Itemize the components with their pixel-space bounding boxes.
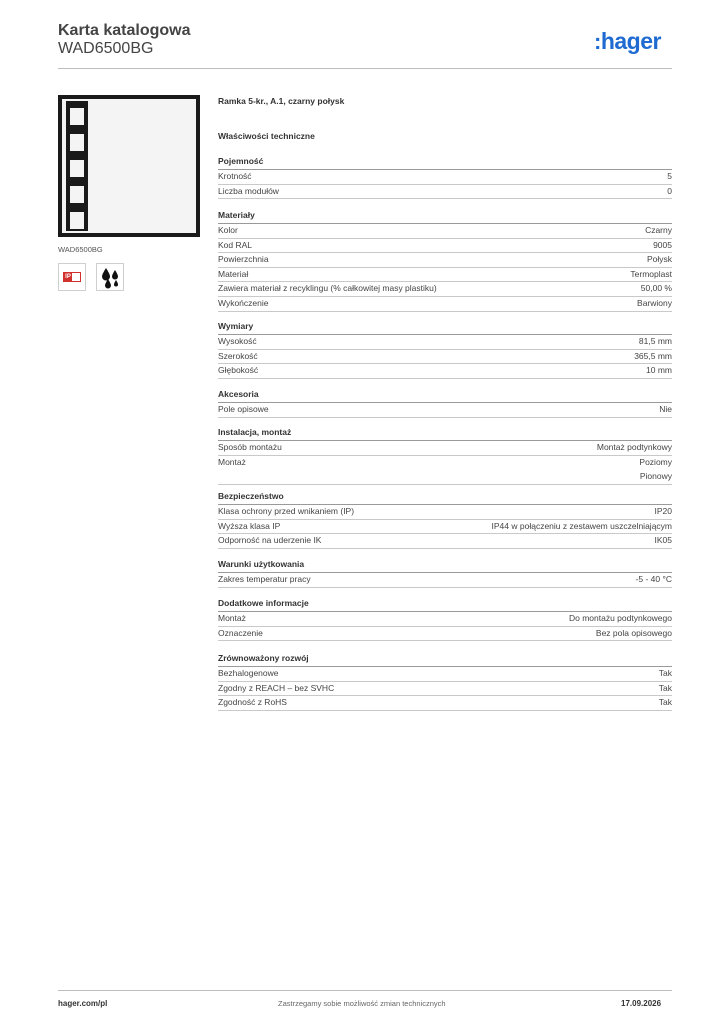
spec-value: Nie bbox=[659, 404, 672, 414]
technical-properties-title: Właściwości techniczne bbox=[218, 131, 315, 141]
spec-value: 81,5 mm bbox=[638, 336, 672, 346]
spec-row bbox=[218, 573, 672, 588]
section-title: Instalacja, montaż bbox=[218, 427, 292, 437]
spec-value: Czarny bbox=[645, 225, 672, 235]
spec-value: 50,00 % bbox=[640, 283, 672, 294]
section-title: Wymiary bbox=[218, 321, 254, 331]
spec-row bbox=[218, 441, 672, 456]
spec-row bbox=[218, 239, 672, 254]
spec-value: Bez pola opisowego bbox=[595, 627, 672, 638]
section-title: Materiały bbox=[218, 210, 255, 220]
product-name: Ramka 5-kr., A.1, czarny połysk bbox=[218, 96, 345, 106]
spec-value: 365,5 mm bbox=[634, 350, 672, 361]
spec-row bbox=[218, 627, 672, 642]
spec-label: Montaż bbox=[218, 456, 246, 467]
spec-label: Szerokość bbox=[218, 350, 258, 361]
section-title: Dodatkowe informacje bbox=[218, 598, 309, 608]
spec-label: Pole opisowe bbox=[218, 404, 269, 414]
frame-opening bbox=[70, 134, 84, 151]
spec-value: Tak bbox=[658, 697, 672, 708]
spec-row bbox=[218, 403, 672, 418]
header-divider bbox=[58, 68, 672, 69]
spec-label: Wyższa klasa IP bbox=[218, 520, 281, 531]
spec-label: Wykończenie bbox=[218, 298, 269, 308]
spec-label: Zgodny z REACH – bez SVHC bbox=[218, 682, 335, 693]
spec-label: Wysokość bbox=[218, 336, 257, 346]
spec-label: Materiał bbox=[218, 268, 249, 279]
section-title: Zrównoważony rozwój bbox=[218, 653, 309, 663]
section-title: Akcesoria bbox=[218, 389, 259, 399]
spec-label: Montaż bbox=[218, 613, 246, 623]
spec-row bbox=[218, 505, 672, 520]
spec-value: Barwiony bbox=[637, 298, 672, 308]
spec-value: Tak bbox=[658, 682, 672, 693]
spec-row bbox=[218, 696, 672, 711]
ip-rating-icon bbox=[58, 263, 86, 291]
spec-value: IP44 w połączeniu z zestawem uszczelniającym bbox=[491, 520, 672, 531]
spec-value: 5 bbox=[667, 171, 672, 181]
spec-value: Połysk bbox=[646, 254, 672, 265]
footer-divider bbox=[58, 990, 672, 991]
section-title: Pojemność bbox=[218, 156, 264, 166]
spec-value: IK05 bbox=[654, 535, 672, 546]
spec-row bbox=[218, 612, 672, 627]
spec-row bbox=[218, 534, 672, 549]
spec-row bbox=[218, 170, 672, 185]
spec-label: Odporność na uderzenie IK bbox=[218, 535, 322, 546]
spec-value: Tak bbox=[658, 668, 672, 678]
product-image bbox=[58, 95, 200, 237]
hager-logo: :hager bbox=[594, 28, 661, 54]
spec-label: Oznaczenie bbox=[218, 627, 263, 638]
spec-row bbox=[218, 224, 672, 239]
frame-column bbox=[66, 101, 88, 231]
spec-row bbox=[218, 456, 672, 485]
spec-value: Do montażu podtynkowego bbox=[568, 613, 672, 623]
frame-opening bbox=[70, 160, 84, 177]
spec-row bbox=[218, 667, 672, 682]
spec-label: Krotność bbox=[218, 171, 252, 181]
spec-row bbox=[218, 268, 672, 283]
spec-label: Klasa ochrony przed wnikaniem (IP) bbox=[218, 506, 355, 516]
spec-label: Zgodność z RoHS bbox=[218, 697, 287, 708]
footer-website[interactable]: hager.com/pl bbox=[58, 999, 108, 1008]
page-subtitle: WAD6500BG bbox=[58, 40, 154, 57]
footer-date: 17.09.2026 bbox=[621, 999, 662, 1008]
footer-disclaimer: Zastrzegamy sobie możliwość zmian technicznych bbox=[278, 999, 446, 1008]
logo-text: hager bbox=[600, 28, 661, 54]
page-title: Karta katalogowa bbox=[58, 22, 191, 39]
spec-label: Liczba modułów bbox=[218, 185, 279, 196]
spec-label: Zawiera materiał z recyklingu (% całkowitej masy plastiku) bbox=[218, 283, 437, 294]
spec-label: Kod RAL bbox=[218, 239, 253, 250]
spec-row bbox=[218, 682, 672, 697]
spec-value: Poziomy bbox=[639, 456, 672, 467]
spec-row bbox=[218, 282, 672, 297]
spec-value: Termoplast bbox=[630, 268, 672, 279]
spec-row bbox=[218, 520, 672, 535]
section-title: Warunki użytkowania bbox=[218, 559, 305, 569]
spec-row bbox=[218, 364, 672, 379]
spec-label: Kolor bbox=[218, 225, 238, 235]
spec-row bbox=[218, 185, 672, 200]
spec-label: Sposób montażu bbox=[218, 442, 282, 452]
product-reference-label: WAD6500BG bbox=[58, 245, 103, 254]
spec-row bbox=[218, 335, 672, 350]
ip-rating-icon-text: IP bbox=[65, 274, 71, 280]
spec-value: IP20 bbox=[654, 506, 672, 516]
spec-value-secondary: Pionowy bbox=[639, 470, 672, 481]
frame-opening bbox=[70, 212, 84, 229]
spec-label: Bezhalogenowe bbox=[218, 668, 279, 678]
frame-opening bbox=[70, 186, 84, 203]
water-drops-icon bbox=[96, 263, 124, 291]
spec-row bbox=[218, 350, 672, 365]
spec-label: Powierzchnia bbox=[218, 254, 269, 265]
spec-row bbox=[218, 253, 672, 268]
spec-value: Montaż podtynkowy bbox=[596, 442, 672, 452]
spec-label: Głębokość bbox=[218, 365, 259, 376]
section-title: Bezpieczeństwo bbox=[218, 491, 284, 501]
spec-value: 10 mm bbox=[646, 365, 672, 376]
spec-row bbox=[218, 297, 672, 312]
spec-value: 9005 bbox=[653, 239, 672, 250]
spec-label: Zakres temperatur pracy bbox=[218, 574, 311, 584]
frame-opening bbox=[70, 108, 84, 125]
spec-value: -5 - 40 °C bbox=[635, 574, 672, 584]
spec-value: 0 bbox=[667, 185, 672, 196]
